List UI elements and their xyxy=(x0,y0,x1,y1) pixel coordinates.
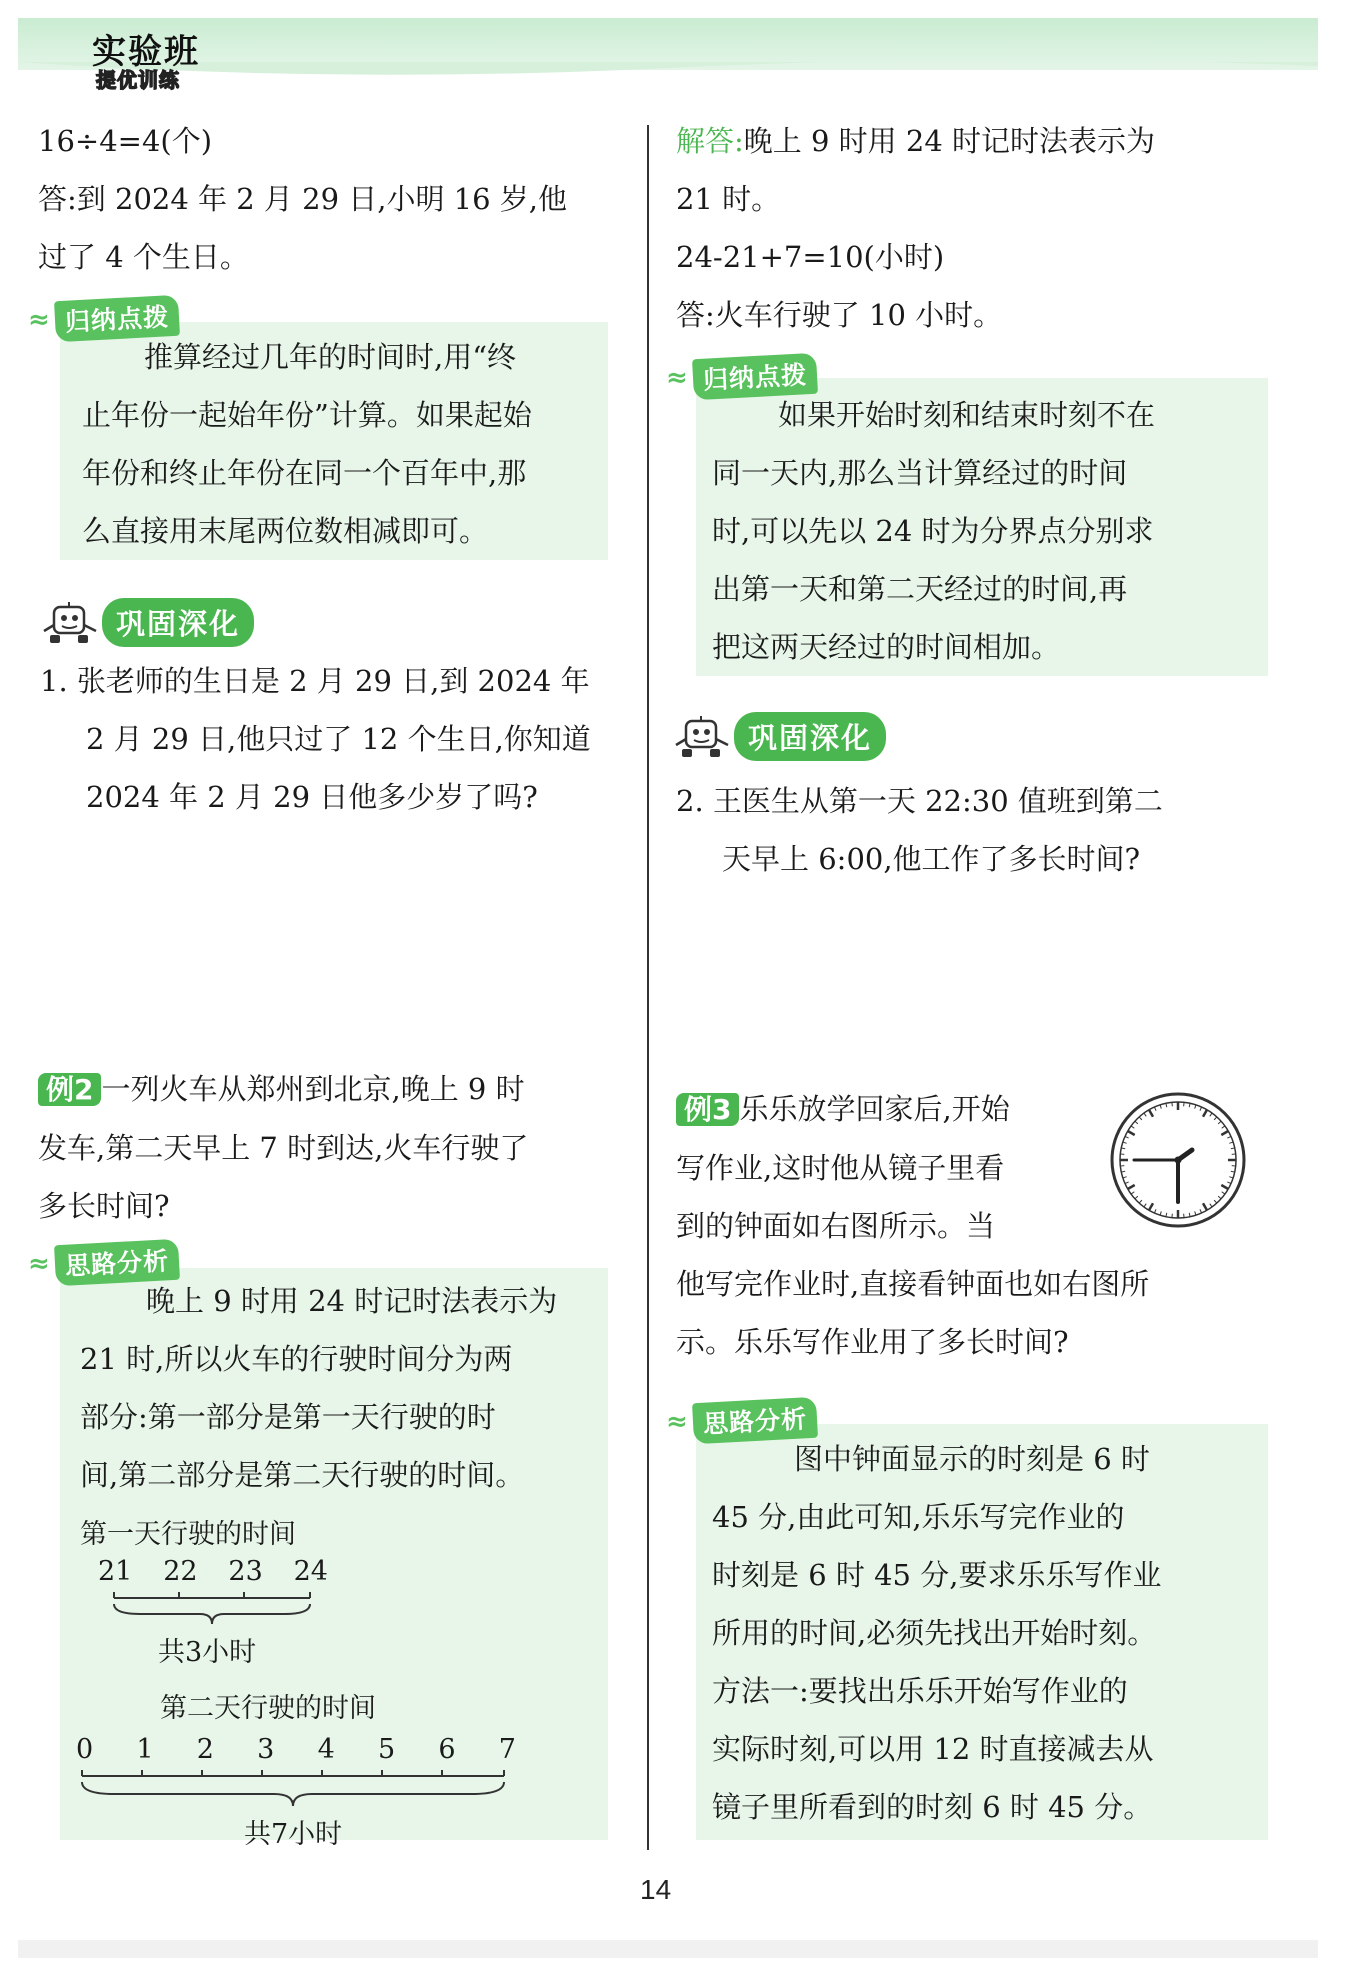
answer-line: 答:到 2024 年 2 月 29 日,小明 16 岁,他 xyxy=(38,182,568,216)
question-line: 天早上 6:00,他工作了多长时间? xyxy=(722,842,1141,876)
section-title: 巩固深化 xyxy=(734,712,886,761)
answer-line: 24-21+7=10(小时) xyxy=(676,240,945,274)
robot-icon xyxy=(672,715,734,759)
tick-label: 3 xyxy=(257,1734,275,1765)
answer-line: 过了 4 个生日。 xyxy=(38,240,249,274)
tip-tag: 归纳点拨 xyxy=(692,353,818,400)
mirror-clock-icon xyxy=(1108,1090,1248,1230)
day1-timeline xyxy=(100,1592,340,1632)
question-1 xyxy=(40,652,591,826)
analysis-line: 时刻是 6 时 45 分,要求乐乐写作业 xyxy=(712,1558,1162,1592)
tip-line: 把这两天经过的时间相加。 xyxy=(712,630,1061,664)
section-title: 巩固深化 xyxy=(102,598,254,647)
tick-label: 24 xyxy=(293,1556,328,1587)
column-divider xyxy=(647,125,649,1850)
tip-line: 年份和终止年份在同一个百年中,那 xyxy=(82,456,527,490)
section-header xyxy=(40,598,254,647)
answer-line: 晚上 9 时用 24 时记时法表示为 xyxy=(743,124,1156,158)
left-top-block xyxy=(38,112,567,286)
question-line: 1. 张老师的生日是 2 月 29 日,到 2024 年 xyxy=(40,664,590,698)
analysis-text xyxy=(712,1430,1161,1836)
example-line: 到的钟面如右图所示。当 xyxy=(676,1209,996,1243)
analysis-line: 实际时刻,可以用 12 时直接减去从 xyxy=(712,1732,1154,1766)
tip-line: 如果开始时刻和结束时刻不在 xyxy=(778,398,1156,432)
robot-icon xyxy=(40,601,102,645)
question-line: 2024 年 2 月 29 日他多少岁了吗? xyxy=(86,780,538,814)
tag-decoration-icon: ≈ xyxy=(666,363,688,393)
tip-tag: 归纳点拨 xyxy=(54,295,180,342)
question-2 xyxy=(676,772,1163,888)
example-line: 乐乐放学回家后,开始 xyxy=(739,1092,1010,1126)
analysis-line: 21 时,所以火车的行驶时间分为两 xyxy=(80,1342,513,1376)
analysis-line: 所用的时间,必须先找出开始时刻。 xyxy=(712,1616,1157,1650)
analysis-line: 图中钟面显示的时刻是 6 时 xyxy=(794,1442,1150,1476)
example-line: 一列火车从郑州到北京,晚上 9 时 xyxy=(101,1072,525,1106)
brand-subtitle: 提优训练 xyxy=(96,68,180,92)
example-line: 写作业,这时他从镜子里看 xyxy=(676,1151,1005,1185)
day2-ticks xyxy=(76,1734,516,1765)
analysis-tag: 思路分析 xyxy=(692,1397,818,1444)
day2-label: 第二天行驶的时间 xyxy=(160,1693,376,1724)
tip-line: 时,可以先以 24 时为分界点分别求 xyxy=(712,514,1154,548)
tag-decoration-icon: ≈ xyxy=(666,1407,688,1437)
day1-label: 第一天行驶的时间 xyxy=(80,1519,296,1550)
tag-decoration-icon: ≈ xyxy=(28,1249,50,1279)
tick-label: 2 xyxy=(196,1734,214,1765)
tick-label: 23 xyxy=(228,1556,263,1587)
analysis-line: 间,第二部分是第二天行驶的时间。 xyxy=(80,1458,525,1492)
answer-line: 21 时。 xyxy=(676,182,781,216)
tip-line: 出第一天和第二天经过的时间,再 xyxy=(712,572,1128,606)
answer-label: 解答: xyxy=(676,124,744,158)
question-line: 2. 王医生从第一天 22:30 值班到第二 xyxy=(676,784,1163,818)
example-line: 示。乐乐写作业用了多长时间? xyxy=(676,1325,1069,1359)
bottom-band xyxy=(18,1940,1318,1958)
day1-ticks xyxy=(98,1556,328,1587)
analysis-line: 晚上 9 时用 24 时记时法表示为 xyxy=(146,1284,558,1318)
answer-line: 答:火车行驶了 10 小时。 xyxy=(676,298,1003,332)
example-badge: 例2 xyxy=(38,1073,101,1106)
tick-label: 7 xyxy=(498,1734,516,1765)
tick-label: 22 xyxy=(163,1556,198,1587)
tip-text xyxy=(82,328,532,560)
example-line: 发车,第二天早上 7 时到达,火车行驶了 xyxy=(38,1131,529,1165)
tag-decoration-icon: ≈ xyxy=(28,305,50,335)
analysis-text xyxy=(80,1272,557,1504)
tip-line: 同一天内,那么当计算经过的时间 xyxy=(712,456,1128,490)
analysis-line: 镜子里所看到的时刻 6 时 45 分。 xyxy=(712,1790,1153,1824)
question-line: 2 月 29 日,他只过了 12 个生日,你知道 xyxy=(86,722,591,756)
analysis-tag: 思路分析 xyxy=(54,1239,180,1286)
day1-total: 共3小时 xyxy=(158,1637,257,1668)
tick-label: 21 xyxy=(98,1556,133,1587)
calc-line: 16÷4=4(个) xyxy=(38,124,213,158)
day2-timeline xyxy=(74,1770,534,1814)
tip-line: 推算经过几年的时间时,用“终 xyxy=(144,340,517,374)
tip-text xyxy=(712,386,1155,676)
day2-total: 共7小时 xyxy=(244,1819,343,1850)
example-3 xyxy=(676,1080,1149,1371)
tick-label: 4 xyxy=(317,1734,335,1765)
brand-title: 实验班 xyxy=(92,32,200,72)
header-wave xyxy=(18,62,1318,82)
tick-label: 5 xyxy=(377,1734,396,1765)
answer-block xyxy=(676,112,1155,344)
analysis-line: 方法一:要找出乐乐开始写作业的 xyxy=(712,1674,1128,1708)
tick-label: 6 xyxy=(438,1734,456,1765)
tick-label: 0 xyxy=(76,1734,94,1765)
example-2 xyxy=(38,1060,528,1235)
section-header xyxy=(672,712,886,761)
tip-line: 止年份一起始年份”计算。如果起始 xyxy=(82,398,532,432)
example-line: 多长时间? xyxy=(38,1189,170,1223)
tip-line: 么直接用末尾两位数相减即可。 xyxy=(82,514,489,548)
analysis-line: 部分:第一部分是第一天行驶的时 xyxy=(80,1400,496,1434)
example-line: 他写完作业时,直接看钟面也如右图所 xyxy=(676,1267,1150,1301)
analysis-line: 45 分,由此可知,乐乐写完作业的 xyxy=(712,1500,1125,1534)
page-number: 14 xyxy=(640,1874,672,1905)
example-badge: 例3 xyxy=(676,1093,739,1126)
tick-label: 1 xyxy=(136,1734,154,1765)
